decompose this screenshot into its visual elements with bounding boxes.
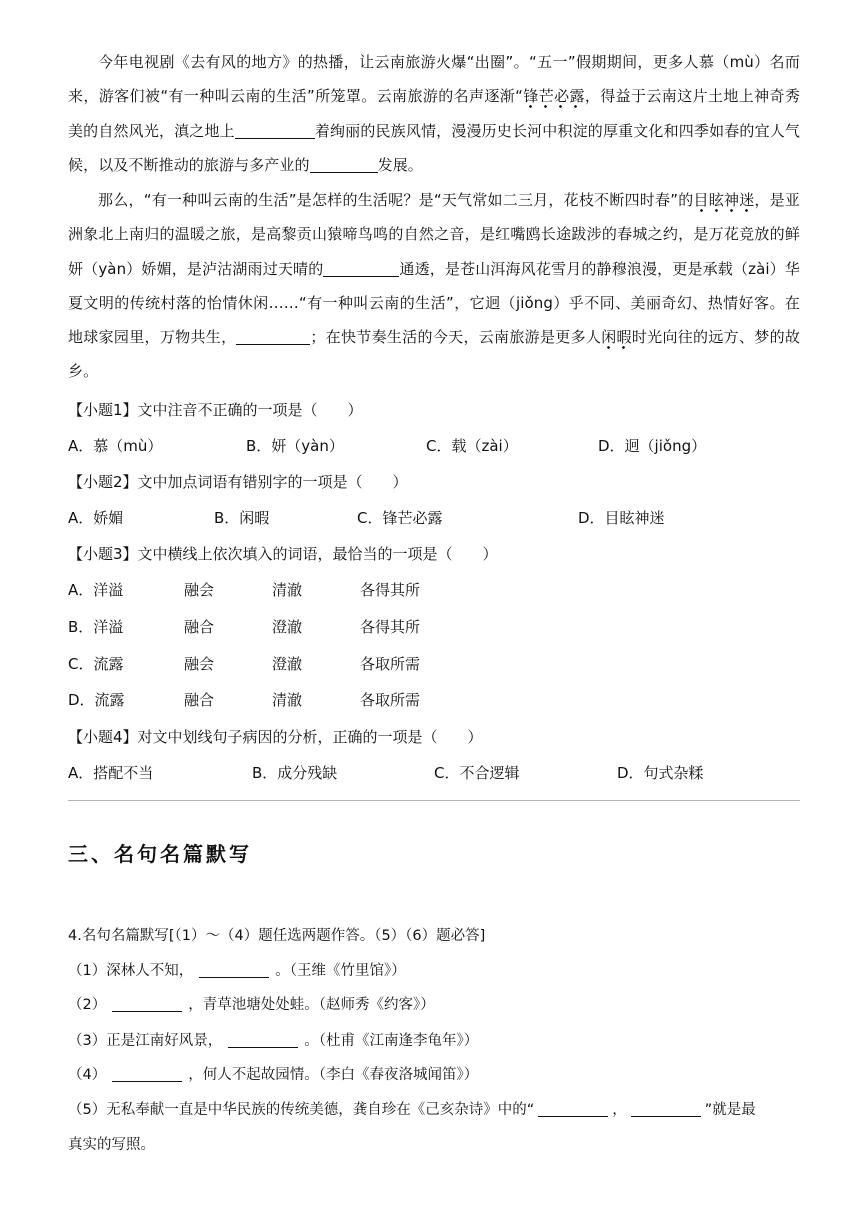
- item-text: ，何人不起故园情。（李白《春夜洛城闻笛》）: [188, 1067, 479, 1083]
- option-a[interactable]: A．慕（mù）: [68, 437, 163, 455]
- answer-blank[interactable]: [112, 993, 182, 1012]
- fill-blank: [310, 154, 378, 173]
- option-d[interactable]: D．流露: [68, 691, 125, 709]
- answer-blank[interactable]: [112, 1063, 182, 1082]
- option-d[interactable]: D．迥（jiǒng）: [598, 437, 707, 455]
- passage-text: 今年电视剧《去有风的地方》的热播，让云南旅游火爆“出圈”。“五一”假期期间，更多人慕（mù）名而来，游客们被“有一种叫云南的生活”所笼罩。云南旅游的名声逐渐“: [68, 53, 800, 106]
- option-b[interactable]: B．闲暇: [214, 509, 270, 527]
- option-b[interactable]: B．洋溢: [68, 618, 124, 636]
- option-word: 融会: [184, 581, 215, 599]
- option-c[interactable]: C．流露: [68, 655, 124, 673]
- recitation-item: [68, 1098, 756, 1119]
- option-word: 融合: [184, 618, 215, 636]
- emphasized-word: 闲暇: [601, 328, 632, 350]
- recitation-item-continuation: 真实的写照。: [68, 1137, 155, 1153]
- question-stem: 【小题4】对文中划线句子病因的分析，正确的一项是（ ）: [68, 728, 483, 746]
- item-text: （2）: [68, 997, 107, 1013]
- option-word: 融会: [184, 655, 215, 673]
- answer-blank[interactable]: [631, 1098, 701, 1117]
- option-word: 清澈: [272, 581, 303, 599]
- item-text: ，青草池塘处处蛙。（赵师秀《约客》）: [188, 997, 435, 1013]
- option-c[interactable]: C．载（zài）: [426, 437, 518, 455]
- passage-text: ，是亚洲象北上南归的温暖之旅，是高黎贡山猿啼鸟鸣的自然之音，是红嘴鸥长途跋涉的春城之约，是万花竞放的鲜妍（yàn）娇媚，是泸沽湖雨过天晴的: [68, 191, 800, 278]
- option-word: 澄澈: [272, 618, 303, 636]
- passage-paragraph-2: [68, 183, 800, 389]
- recitation-item: [68, 1029, 478, 1050]
- section-title: 三、名句名篇默写: [68, 842, 252, 866]
- item-text: 。（王维《竹里馆》）: [275, 963, 406, 979]
- passage-text: 着绚丽的民族风情，漫漫历史长河中积淀的厚重文化和四季如春的宜人气候，以及不断推动的旅游与多产业的: [68, 121, 800, 174]
- item-text: （5）无私奉献一直是中华民族的传统美德，龚自珍在《己亥杂诗》中的“: [68, 1102, 535, 1118]
- item-text: ，: [612, 1102, 627, 1118]
- passage-text: ，得益于云南这片土地上神奇秀美的自然风光，滇之地上: [68, 87, 801, 140]
- answer-blank[interactable]: [538, 1098, 608, 1117]
- option-word: 清澈: [272, 691, 303, 709]
- option-c[interactable]: C．锋芒必露: [357, 509, 443, 527]
- fill-blank: [236, 326, 310, 345]
- emphasized-word: 锋芒必露: [523, 87, 585, 109]
- question-intro: 4.名句名篇默写[（1）～（4）题任选两题作答。（5）（6）题必答]: [68, 928, 486, 944]
- option-word: 各得其所: [360, 618, 421, 636]
- option-b[interactable]: B．妍（yàn）: [246, 437, 344, 455]
- emphasized-word: 目眩神迷: [694, 191, 755, 213]
- option-a[interactable]: A．洋溢: [68, 581, 124, 599]
- passage-text: ；在快节奏生活的今天，云南旅游是更多人: [310, 328, 602, 347]
- item-text: （3）正是江南好风景，: [68, 1033, 223, 1049]
- option-word: 澄澈: [272, 655, 303, 673]
- option-d[interactable]: D．目眩神迷: [578, 509, 665, 527]
- fill-blank: [323, 258, 399, 277]
- passage-text: 发展。: [377, 155, 423, 174]
- option-c[interactable]: C．不合逻辑: [434, 764, 520, 782]
- item-text: （4）: [68, 1067, 107, 1083]
- option-word: 各得其所: [360, 581, 421, 599]
- option-a[interactable]: A．搭配不当: [68, 764, 154, 782]
- recitation-item: [68, 1063, 478, 1084]
- fill-blank: [235, 120, 315, 139]
- recitation-item: [68, 993, 435, 1014]
- item-text: ”就是最: [704, 1102, 756, 1118]
- option-word: 各取所需: [360, 691, 421, 709]
- item-text: 。（杜甫《江南逢李龟年》）: [304, 1033, 479, 1049]
- passage-text: 那么，“有一种叫云南的生活”是怎样的生活呢？是“天气常如二三月，花枝不断四时春”的: [98, 191, 694, 209]
- question-stem: 【小题2】文中加点词语有错别字的一项是（ ）: [68, 473, 408, 491]
- passage-paragraph-1: [68, 45, 800, 182]
- answer-blank[interactable]: [199, 959, 269, 978]
- question-stem: 【小题3】文中横线上依次填入的词语，最恰当的一项是（ ）: [68, 545, 498, 563]
- section-divider: [68, 800, 800, 801]
- option-word: 融合: [184, 691, 215, 709]
- option-a[interactable]: A．娇媚: [68, 509, 124, 527]
- option-word: 各取所需: [360, 655, 421, 673]
- passage-text: 通透，是苍山洱海风花雪月的静穆浪漫，更是承载（zài）华夏文明的传统村落的怡情休闲……“有一种叫云南的生活”，它迥（jiǒng）乎不同、美丽奇幻、热情好客。在地球家园里，万物共生，: [68, 259, 800, 347]
- answer-blank[interactable]: [228, 1029, 298, 1048]
- question-stem: 【小题1】文中注音不正确的一项是（ ）: [68, 401, 363, 419]
- recitation-item: [68, 959, 406, 980]
- passage-text: 时光向往的远方、梦的故乡。: [68, 328, 800, 381]
- option-d[interactable]: D．句式杂糅: [617, 764, 704, 782]
- option-b[interactable]: B．成分残缺: [252, 764, 338, 782]
- item-text: （1）深林人不知，: [68, 963, 194, 979]
